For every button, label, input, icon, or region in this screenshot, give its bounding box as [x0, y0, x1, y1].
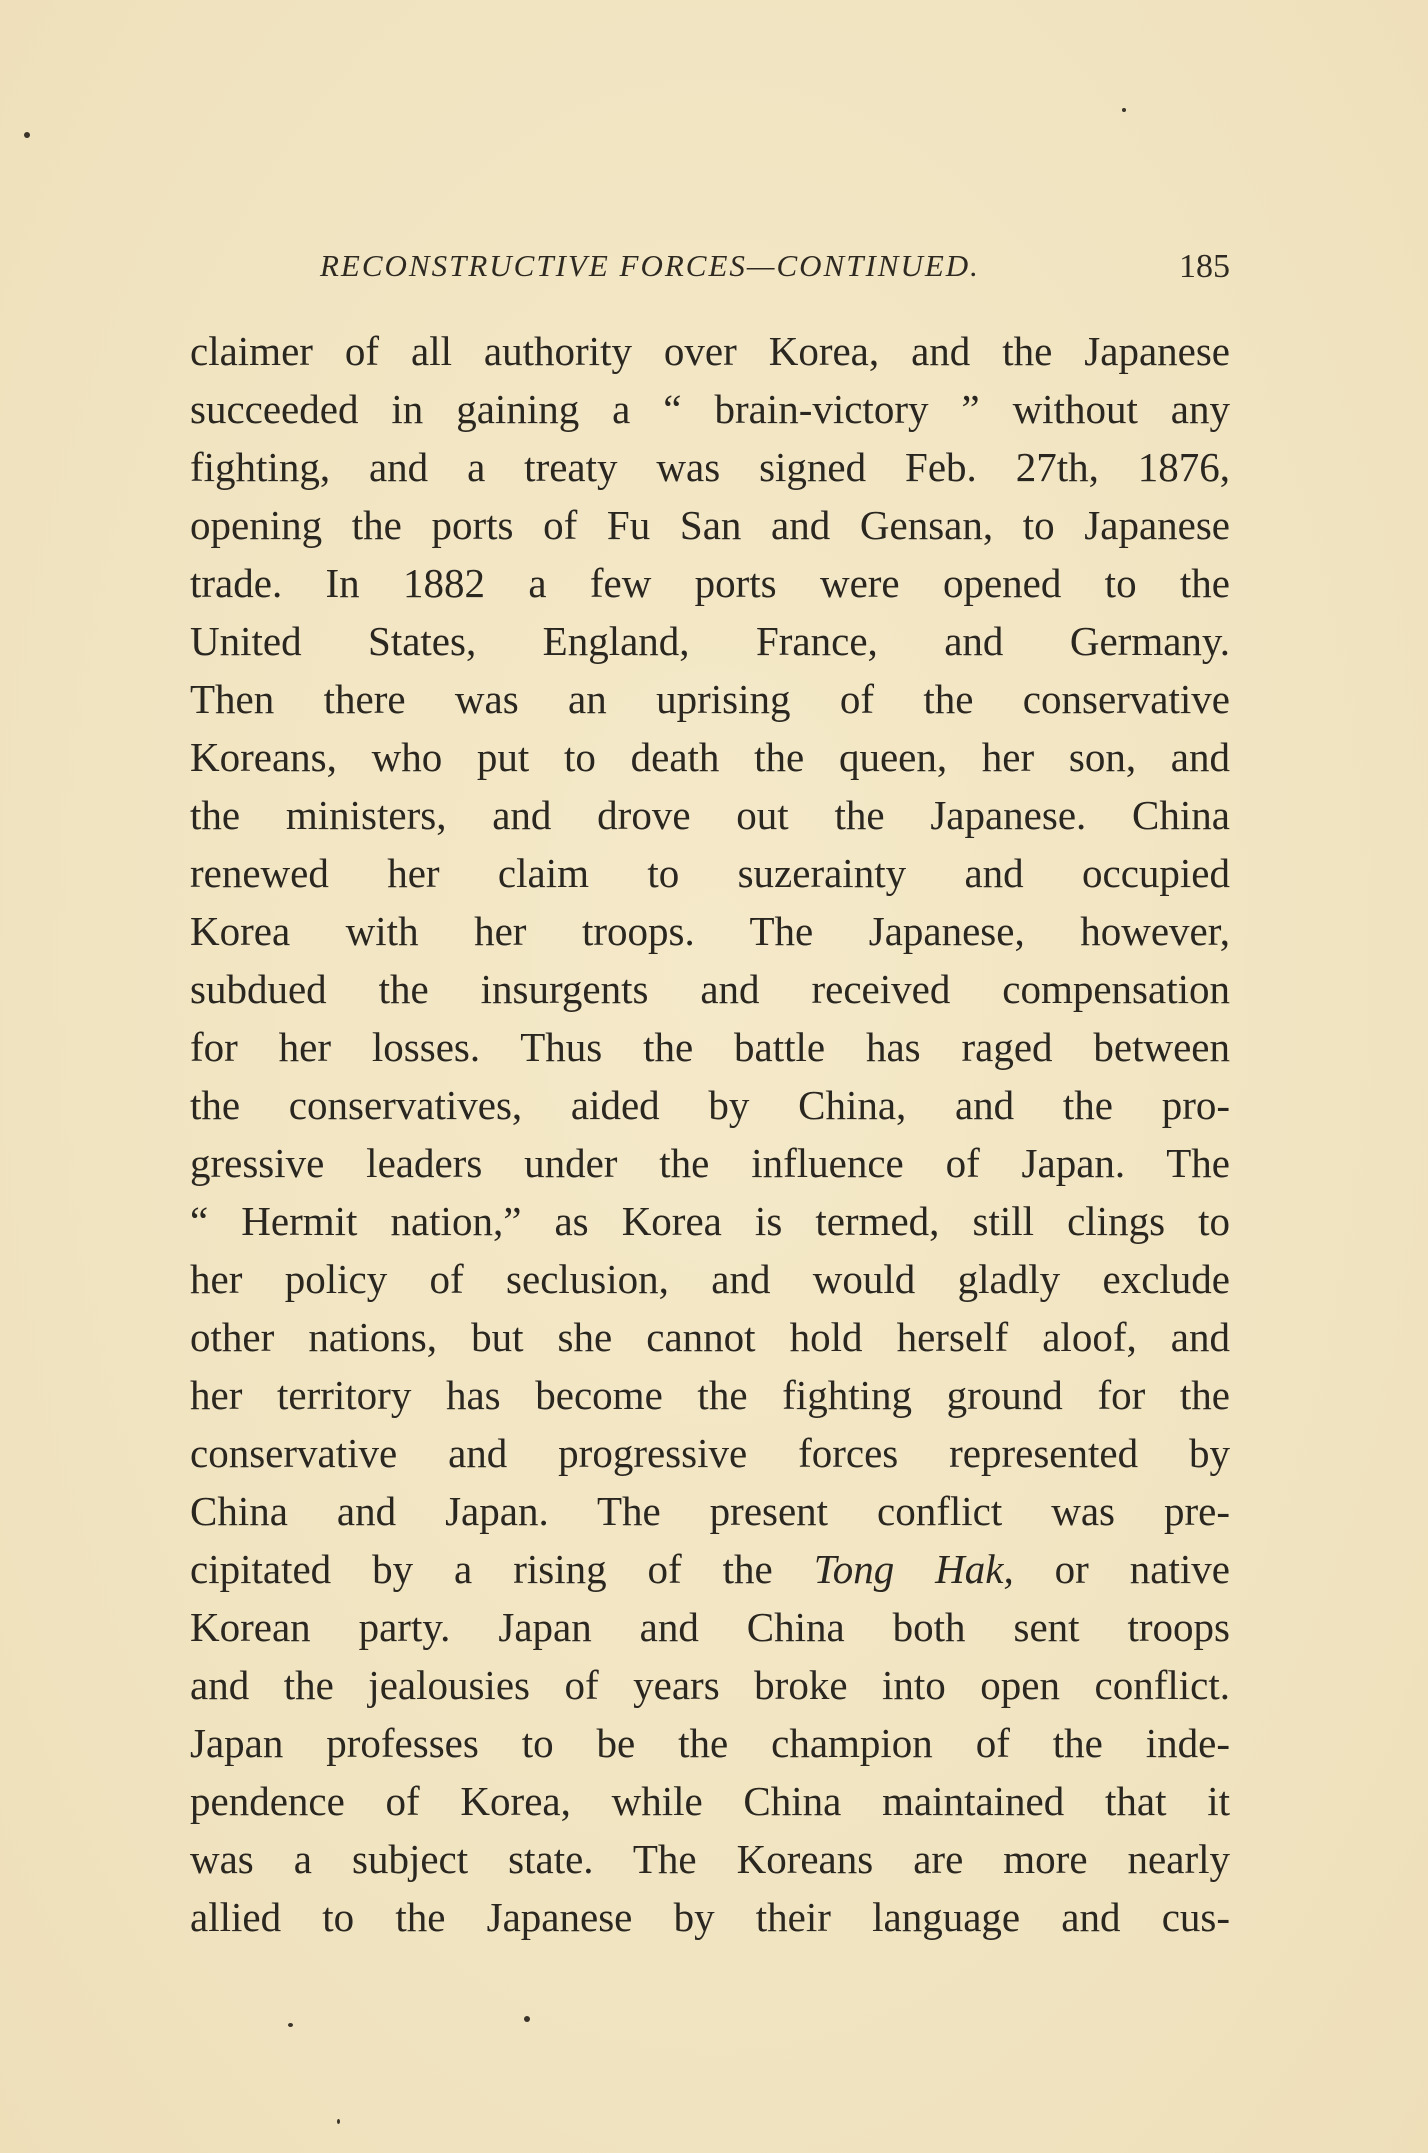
text-line: trade. In 1882 a few ports were opened to the [190, 560, 1230, 606]
paper-speck [524, 2016, 530, 2022]
text-line: her territory has become the fighting ground for the [190, 1372, 1230, 1418]
text-line: China and Japan. The present conflict was pre- [190, 1488, 1230, 1534]
text-line: Then there was an uprising of the conservative [190, 676, 1230, 722]
text-line: for her losses. Thus the battle has raged between [190, 1024, 1230, 1070]
text-line: subdued the insurgents and received compensation [190, 966, 1230, 1012]
text-line: conservative and progressive forces represented by [190, 1430, 1230, 1476]
text-line: allied to the Japanese by their language and cus- [190, 1894, 1230, 1940]
text-line: the ministers, and drove out the Japanese. China [190, 792, 1230, 838]
text-line: “ Hermit nation,” as Korea is termed, still clings to [190, 1198, 1230, 1244]
body-text [190, 322, 1230, 1946]
text-line: Korea with her troops. The Japanese, however, [190, 908, 1230, 954]
text-line: succeeded in gaining a “ brain-victory ” without any [190, 386, 1230, 432]
text-line: and the jealousies of years broke into open conflict. [190, 1662, 1230, 1708]
text-line: Koreans, who put to death the queen, her son, and [190, 734, 1230, 780]
running-head [190, 248, 1230, 292]
text-fragment: or native [1013, 1546, 1230, 1592]
text-line: other nations, but she cannot hold herself aloof, and [190, 1314, 1230, 1360]
text-fragment: cipitated by a rising of the [190, 1546, 814, 1592]
italic-term-tong-hak: Tong Hak, [813, 1546, 1014, 1592]
text-line: Japan professes to be the champion of the inde- [190, 1720, 1230, 1766]
text-line-tong-hak [190, 1540, 1230, 1598]
paper-speck [24, 132, 30, 138]
text-line: opening the ports of Fu San and Gensan, to Japanese [190, 502, 1230, 548]
text-line: pendence of Korea, while China maintained that it [190, 1778, 1230, 1824]
text-line: the conservatives, aided by China, and the pro- [190, 1082, 1230, 1128]
text-line: her policy of seclusion, and would gladly exclude [190, 1256, 1230, 1302]
running-title: RECONSTRUCTIVE FORCES—CONTINUED. [320, 248, 980, 283]
text-line: Korean party. Japan and China both sent troops [190, 1604, 1230, 1650]
text-line: United States, England, France, and Germany. [190, 618, 1230, 664]
text-line: gressive leaders under the influence of Japan. The [190, 1140, 1230, 1186]
paper-speck [1122, 108, 1126, 112]
paper-speck [288, 2023, 293, 2027]
paper-speck [337, 2119, 340, 2124]
text-line: claimer of all authority over Korea, and the Japanese [190, 328, 1230, 374]
text-line: fighting, and a treaty was signed Feb. 27th, 1876, [190, 444, 1230, 490]
page-number: 185 [1179, 248, 1230, 285]
text-line: was a subject state. The Koreans are more nearly [190, 1836, 1230, 1882]
text-line: renewed her claim to suzerainty and occupied [190, 850, 1230, 896]
